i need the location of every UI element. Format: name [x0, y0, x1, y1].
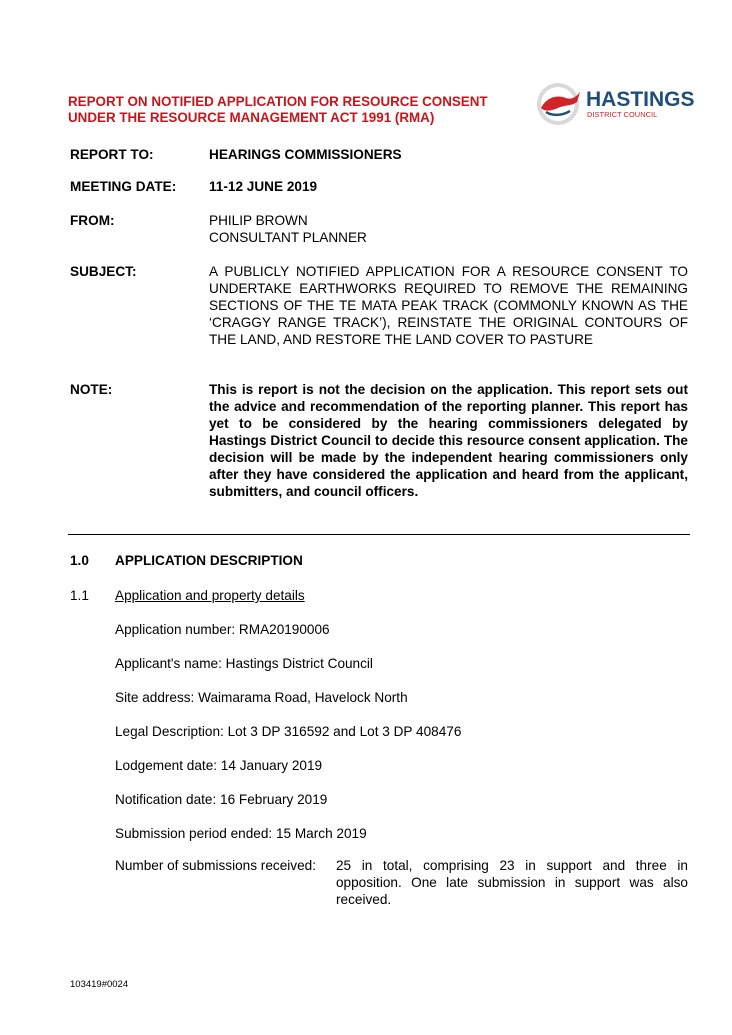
note-value: This is report is not the decision on the application. This report sets out the advice and recommendation of the reporting planner. This report has yet to be considered by the hearing commissioners delegated by Hastings District Council to decide this resource consent application. The decision will be made by the independent hearing commissioners only after they have considered the application and heard from the applicant, submitters, and council officers.	[209, 382, 688, 499]
subsection-heading	[70, 587, 305, 604]
section-heading	[70, 552, 303, 569]
report-title	[68, 94, 488, 126]
detail-submission-period: Submission period ended: 15 March 2019	[115, 826, 367, 841]
from-label: FROM:	[70, 213, 115, 228]
meeting-date-value: 11-12 JUNE 2019	[209, 179, 318, 194]
subject-label: SUBJECT:	[70, 264, 137, 279]
section-divider	[68, 534, 690, 535]
section-title: APPLICATION DESCRIPTION	[115, 553, 303, 568]
detail-site-address: Site address: Waimarama Road, Havelock North	[115, 690, 408, 705]
report-to-label: REPORT TO:	[70, 147, 154, 162]
detail-notification-date: Notification date: 16 February 2019	[115, 792, 328, 807]
subsection-title: Application and property details	[115, 588, 305, 603]
hastings-logo	[534, 80, 694, 130]
submissions-value: 25 in total, comprising 23 in support and three in opposition. One late submission in support was also received.	[336, 858, 688, 907]
from-role: CONSULTANT PLANNER	[209, 230, 367, 245]
document-id: 103419#0024	[70, 979, 129, 990]
detail-legal-description: Legal Description: Lot 3 DP 316592 and Lot 3 DP 408476	[115, 724, 462, 739]
submissions-label: Number of submissions received:	[115, 858, 316, 873]
hastings-emblem-icon	[534, 80, 694, 130]
meeting-date-label: MEETING DATE:	[70, 179, 177, 194]
logo-subtitle: DISTRICT COUNCIL	[587, 110, 658, 119]
from-name: PHILIP BROWN	[209, 213, 308, 228]
detail-applicant-name: Applicant's name: Hastings District Council	[115, 656, 373, 671]
subject-value: A PUBLICLY NOTIFIED APPLICATION FOR A RESOURCE CONSENT TO UNDERTAKE EARTHWORKS REQUIRED TO REMOVE THE REMAINING SECTIONS OF THE TE MATA PEAK TRACK (COMMONLY KNOWN AS THE ‘CRAGGY RANGE TRACK’), REINSTATE THE ORIGINAL CONTOURS OF THE LAND, AND RESTORE THE LAND COVER TO PASTURE	[209, 264, 688, 347]
detail-lodgement-date: Lodgement date: 14 January 2019	[115, 758, 323, 773]
section-number: 1.0	[70, 553, 89, 568]
logo-name: HASTINGS	[586, 88, 694, 111]
note-label: NOTE:	[70, 382, 113, 397]
report-title-line-1: REPORT ON NOTIFIED APPLICATION FOR RESOURCE CONSENT	[68, 94, 488, 109]
report-title-line-2: UNDER THE RESOURCE MANAGEMENT ACT 1991 (RMA)	[68, 110, 435, 125]
detail-application-number: Application number: RMA20190006	[115, 622, 330, 637]
from-value	[209, 212, 688, 246]
subsection-number: 1.1	[70, 588, 89, 603]
report-to-value: HEARINGS COMMISSIONERS	[209, 147, 402, 162]
